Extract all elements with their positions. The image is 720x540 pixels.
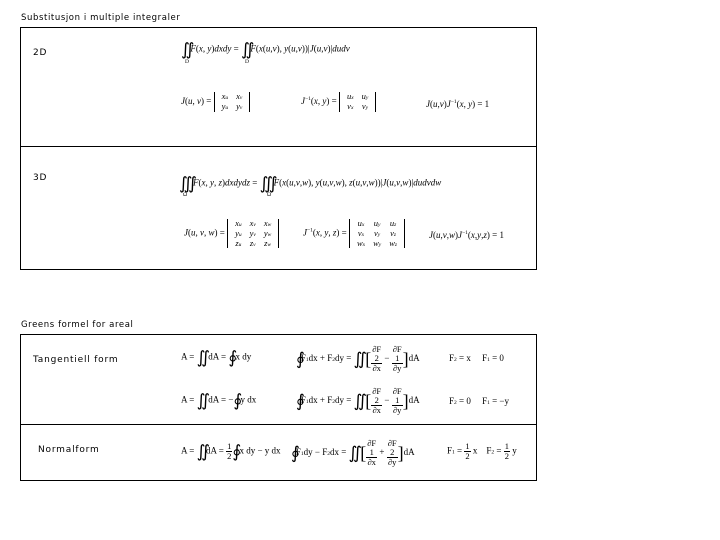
box-tangential-form <box>20 334 537 425</box>
section-title-substitution: Substitusjon i multiple integraler <box>21 13 181 23</box>
formula-tangential-area-1: A = ∬ dA = ∮ x dy <box>181 348 252 367</box>
section-title-greens: Greens formel for areal <box>21 320 134 330</box>
formula-normal-green: ∮F1dy − F2dx = ∬ [ ∂F 1 ∂x + ∂F 2 ∂y ]dA <box>291 438 415 467</box>
formula-normal-area: A = ∬dA = $\frac{1}{2}$ ∮ x dy − y dx <box>181 441 281 461</box>
formula-2d-product: $J(u,v)J^{-1}(x$, y) = 1 <box>426 99 490 109</box>
formula-2d-jacobian: J(u, v) = xu xv yu yv <box>181 92 250 112</box>
box-3d-substitution <box>20 146 537 270</box>
formula-3d-inverse-jacobian: $J^{-1}(x$, y, z) = ux uy uz vx vy vz wx wy wz <box>303 219 405 248</box>
formula-tangential-area-2: A = ∬ dA = −∮ y dx <box>181 391 257 410</box>
region-omega-label: Ω <box>183 192 188 198</box>
formula-tangential-cond-2: F2 = 0 F1 = −y <box>449 396 510 406</box>
region-omega-label-2: Ω <box>267 192 272 198</box>
region-d-label: D <box>185 59 189 65</box>
formula-tangential-green-1: ∮F1dx + F2dy = ∬ [ ∂F 2 ∂x − ∂F 1 ∂y ]dA <box>296 344 420 373</box>
region-d-label-2: D <box>245 59 249 65</box>
formula-normal-cond: F1 = $\frac{1}{2}$ x F2 = $\frac{1}{2}$ y <box>447 441 517 461</box>
label-tangential: Tangentiell form <box>33 355 119 365</box>
box-2d-substitution <box>20 27 537 147</box>
label-2d: 2D <box>33 48 48 58</box>
formula-3d-jacobian: J(u, v, w) = xu xv xw yu yv yw zu zv zw <box>184 219 279 248</box>
formula-2d-main: ∬F(x, y)dxdy = ∬F(x(u,v), y(u,v))|J(u,v)|dudv <box>181 40 350 59</box>
formula-3d-main: ∭F(x, y, z)dxdydz = ∭F(x(u,v,w), y(u,v,w), z(u,v,w))|J(u,v,w)|dudvdw <box>179 174 442 193</box>
label-3d: 3D <box>33 173 48 183</box>
formula-2d-inverse-jacobian: $J^{-1}(x$, y) = ux uy vx vy <box>301 92 376 112</box>
box-normal-form <box>20 424 537 481</box>
formula-3d-product: $J(u,v,w)J^{-1}(x,y,z) = 1$ <box>429 230 504 240</box>
label-normal: Normalform <box>38 445 100 455</box>
formula-tangential-cond-1: F2 = x F1 = 0 <box>449 353 504 363</box>
formula-tangential-green-2: ∮F1dx + F2dy = ∬ [ ∂F 2 ∂x − ∂F 1 ∂y ]dA <box>296 386 420 415</box>
